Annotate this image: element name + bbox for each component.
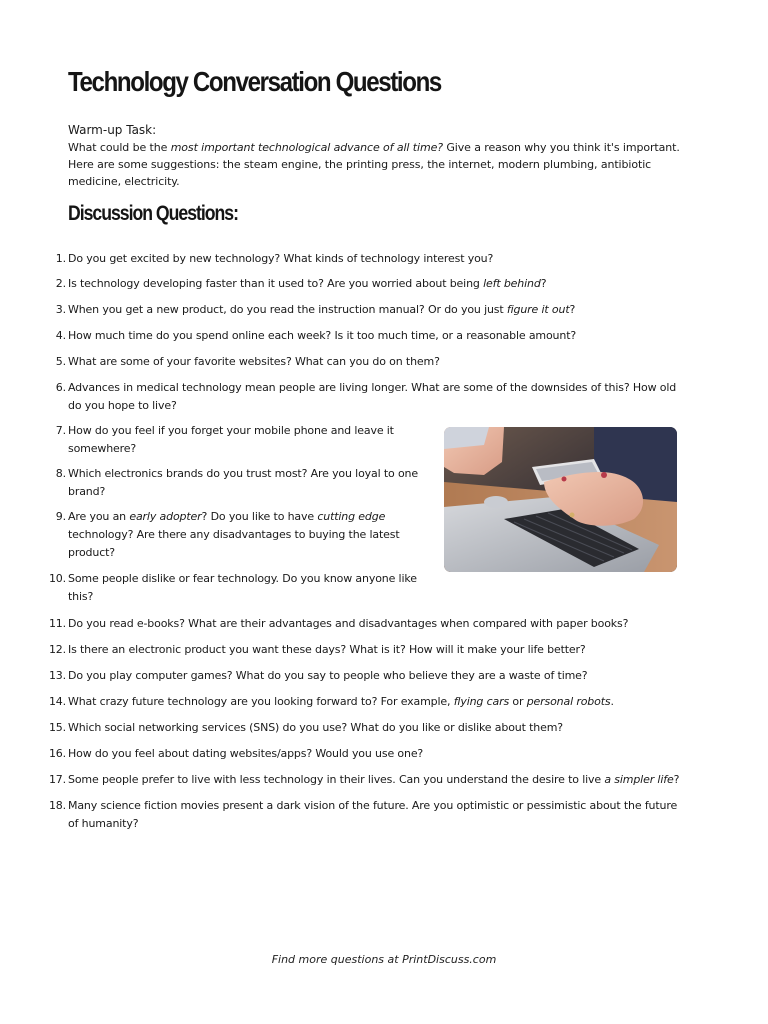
warmup-text	[68, 139, 688, 190]
question-item	[40, 797, 680, 833]
question-number: 7.	[55, 424, 66, 437]
question-number: 3.	[55, 303, 66, 316]
question-item	[40, 745, 680, 763]
question-text-part: ?	[540, 277, 547, 290]
question-number: 15.	[48, 721, 66, 734]
question-text	[68, 422, 425, 458]
question-item	[40, 615, 680, 633]
question-emphasis: figure it out	[506, 303, 570, 316]
question-text-part: Do you read e-books? What are their advantages and disadvantages when compared with paper books?	[68, 617, 629, 630]
question-text-part: Some people prefer to live with less technology in their lives. Can you understand the desire to live	[68, 773, 605, 786]
question-item	[40, 667, 680, 685]
question-text	[68, 797, 680, 833]
question-text-part: How do you feel about dating websites/apps? Would you use one?	[68, 747, 424, 760]
question-item	[40, 771, 680, 789]
question-item	[40, 422, 425, 458]
question-text	[68, 719, 680, 737]
question-number: 4.	[55, 329, 66, 342]
question-text	[68, 465, 425, 501]
question-text-part: Are you an	[68, 510, 130, 523]
warmup-text-start: What could be the	[68, 141, 171, 154]
question-emphasis: left behind	[483, 277, 541, 290]
question-text	[68, 570, 425, 606]
photo-illustration	[444, 427, 677, 572]
question-text	[68, 327, 680, 345]
question-text	[68, 771, 680, 789]
laptop-phone-photo	[444, 427, 677, 572]
question-item	[40, 353, 680, 371]
question-text	[68, 301, 680, 319]
question-text-part: What are some of your favorite websites? What can you do on them?	[68, 355, 440, 368]
question-emphasis: personal robots	[526, 695, 611, 708]
page-title: Technology Conversation Questions	[68, 66, 441, 97]
question-text-part: Do you play computer games? What do you say to people who believe they are a waste of time?	[68, 669, 588, 682]
question-item	[40, 250, 680, 268]
question-emphasis: flying cars	[453, 695, 510, 708]
question-number: 8.	[55, 467, 66, 480]
question-text	[68, 693, 680, 711]
question-text-part: Do you get excited by new technology? What kinds of technology interest you?	[68, 252, 494, 265]
question-item	[40, 327, 680, 345]
question-text-part: ? Do you like to have	[201, 510, 318, 523]
question-item	[40, 719, 680, 737]
question-text-part: or	[509, 695, 527, 708]
question-number: 6.	[55, 381, 66, 394]
question-item	[40, 570, 425, 606]
question-number: 2.	[55, 277, 66, 290]
question-text-part: technology? Are there any disadvantages to buying the latest product?	[68, 528, 400, 559]
question-text-part: How much time do you spend online each week? Is it too much time, or a reasonable amount?	[68, 329, 577, 342]
question-item	[40, 641, 680, 659]
question-text-part: What crazy future technology are you looking forward to? For example,	[68, 695, 454, 708]
warmup-heading: Warm-up Task:	[68, 123, 157, 137]
question-text	[68, 250, 680, 268]
question-emphasis: a simpler life	[604, 773, 674, 786]
question-text	[68, 615, 680, 633]
question-text-part: .	[610, 695, 614, 708]
warmup-section	[68, 122, 688, 190]
question-item	[40, 508, 425, 562]
question-text-part: Is there an electronic product you want these days? What is it? How will it make your life better?	[68, 643, 586, 656]
question-item	[40, 465, 425, 501]
question-emphasis: cutting edge	[317, 510, 386, 523]
question-item	[40, 379, 680, 415]
question-number: 10.	[48, 572, 66, 585]
question-text	[68, 745, 680, 763]
question-number: 14.	[48, 695, 66, 708]
question-text	[68, 641, 680, 659]
question-text-part: ?	[569, 303, 576, 316]
question-number: 18.	[48, 799, 66, 812]
question-number: 9.	[55, 510, 66, 523]
question-text	[68, 379, 680, 415]
question-number: 5.	[55, 355, 66, 368]
question-text-part: ?	[673, 773, 680, 786]
question-text-part: Some people dislike or fear technology. Do you know anyone like this?	[68, 572, 417, 603]
question-text	[68, 508, 425, 562]
question-text	[68, 275, 680, 293]
question-number: 11.	[48, 617, 66, 630]
section-heading: Discussion Questions:	[68, 202, 238, 225]
question-number: 1.	[55, 252, 66, 265]
question-item	[40, 693, 680, 711]
warmup-emphasis: most important technological advance of all time?	[170, 141, 443, 154]
question-number: 12.	[48, 643, 66, 656]
question-text-part: Which electronics brands do you trust most? Are you loyal to one brand?	[68, 467, 418, 498]
question-text	[68, 353, 680, 371]
question-item	[40, 275, 680, 293]
question-number: 13.	[48, 669, 66, 682]
question-text-part: Advances in medical technology mean people are living longer. What are some of the downsides of this? How old do you hope to live?	[68, 381, 677, 412]
question-text-part: Many science fiction movies present a dark vision of the future. Are you optimistic or pessimistic about the future of humanity?	[68, 799, 678, 830]
question-text	[68, 667, 680, 685]
question-text-part: When you get a new product, do you read the instruction manual? Or do you just	[68, 303, 507, 316]
warmup-text-rest: Give a reason why you think it's important. Here are some suggestions: the steam engine, the printing press, the internet, modern plumbing, antibiotic medicine, electricity.	[68, 141, 680, 188]
question-number: 16.	[48, 747, 66, 760]
question-text-part: Which social networking services (SNS) do you use? What do you like or dislike about them?	[68, 721, 563, 734]
footer-text: Find more questions at PrintDiscuss.com	[271, 953, 497, 966]
question-item	[40, 301, 680, 319]
question-text-part: How do you feel if you forget your mobile phone and leave it somewhere?	[68, 424, 394, 455]
question-number: 17.	[48, 773, 66, 786]
question-text-part: Is technology developing faster than it used to? Are you worried about being	[68, 277, 484, 290]
question-emphasis: early adopter	[129, 510, 202, 523]
